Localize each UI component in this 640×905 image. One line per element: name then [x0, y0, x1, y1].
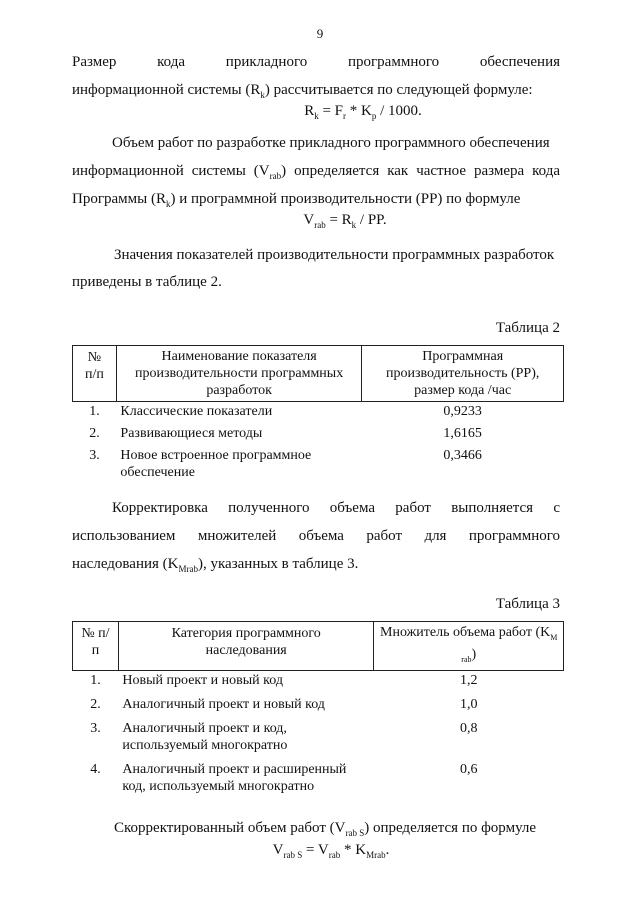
word: прикладного — [225, 54, 308, 70]
text: R — [304, 103, 315, 119]
row-number: 4. — [90, 761, 101, 777]
word: программного — [348, 54, 440, 70]
row-name: Новый проект и новый код — [122, 672, 283, 688]
subscript: rab — [269, 171, 282, 181]
table-3-caption: Таблица 3 — [495, 596, 560, 612]
text: * K — [346, 103, 372, 119]
row-number: 2. — [89, 426, 100, 441]
text: ) и программной производительности (PP) по формуле — [170, 191, 521, 207]
row-value: 1,0 — [459, 696, 478, 712]
row-value: 0,9233 — [443, 404, 482, 419]
subscript: rab S — [283, 850, 303, 860]
table-row — [73, 421, 564, 443]
row-number: 1. — [89, 404, 100, 419]
table-row — [73, 402, 564, 422]
paragraph-4-line-3 — [72, 549, 560, 584]
word: работ — [395, 500, 431, 516]
text: / PP. — [356, 212, 387, 228]
word: с — [553, 500, 560, 516]
subscript: p — [371, 111, 377, 121]
table-header-row — [73, 346, 564, 402]
paragraph-4-line-1 — [112, 493, 560, 523]
row-name: Развивающиеся методы — [120, 426, 263, 441]
subscript: Mrab — [366, 850, 386, 860]
row-value: 1,2 — [459, 672, 478, 688]
row-name: Аналогичный проект и расширенный код, используемый многократно — [122, 761, 347, 794]
row-number: 1. — [90, 672, 101, 688]
row-name: Новое встроенное программное обеспечение — [120, 448, 312, 480]
text: ) определяется по формуле — [364, 820, 537, 836]
text: = V — [302, 842, 329, 858]
word: программного — [468, 528, 561, 544]
table-3 — [72, 621, 564, 796]
header-cell: № п/п — [73, 622, 119, 671]
row-number: 2. — [90, 696, 101, 712]
paragraph-3-line-2: приведены в таблице 2. — [72, 274, 222, 290]
word: множителей — [197, 528, 277, 544]
formula-vrab-s — [72, 842, 560, 860]
text: ) определяется как частное размера кода — [281, 163, 560, 179]
header-cell: № п/п — [73, 346, 117, 402]
table-row — [73, 714, 564, 755]
row-name: Аналогичный проект и новый код — [122, 696, 325, 712]
table-row — [73, 690, 564, 714]
header-cell: Программная производительность (PP), размер кода /час — [362, 346, 564, 402]
formula-rk — [72, 103, 560, 121]
text: * K — [340, 842, 367, 858]
word: выполняется — [451, 500, 534, 516]
text: информационной системы (R — [72, 82, 261, 98]
row-name: Классические показатели — [120, 404, 273, 419]
paragraph-2-line-1: Объем работ по разработке прикладного программного обеспечения — [112, 135, 550, 151]
row-value: 0,6 — [459, 761, 478, 777]
subscript: r — [343, 111, 347, 121]
text: V — [272, 842, 284, 858]
table-2 — [72, 345, 564, 482]
text: Программы (R — [72, 191, 166, 207]
table-2-caption: Таблица 2 — [495, 320, 560, 336]
word: Корректировка — [112, 500, 208, 516]
subscript: k — [351, 220, 357, 230]
header-cell — [374, 622, 564, 671]
text: ) — [471, 646, 477, 662]
subscript: k — [314, 111, 319, 121]
subscript: k — [260, 90, 265, 100]
word: обеспечения — [479, 54, 560, 70]
row-number: 3. — [90, 720, 101, 736]
row-value: 1,6165 — [443, 426, 482, 441]
word: работ — [366, 528, 403, 544]
text: информационной системы (V — [72, 163, 270, 179]
row-value: 0,3466 — [443, 448, 482, 463]
subscript: rab S — [345, 828, 365, 838]
page-number: 9 — [316, 26, 324, 41]
paragraph-3-line-1: Значения показателей производительности программных разработок — [114, 247, 555, 263]
text: / 1000. — [376, 103, 422, 119]
row-number: 3. — [89, 448, 100, 463]
row-value: 0,8 — [459, 720, 478, 736]
text: ) рассчитывается по следующей формуле: — [264, 82, 533, 98]
table-row — [73, 755, 564, 796]
formula-vrab — [72, 212, 560, 230]
subscript: rab — [314, 220, 326, 230]
word: Размер — [72, 54, 117, 70]
header-cell: Категория программного наследования — [118, 622, 374, 671]
text: V — [303, 212, 315, 228]
table-row — [73, 443, 564, 482]
subscript: k — [165, 199, 171, 209]
word: для — [424, 528, 447, 544]
table-header-row — [73, 622, 564, 671]
word: объема — [329, 500, 376, 516]
word: использованием — [72, 528, 176, 544]
subscript: Mrab — [178, 564, 198, 574]
text: Скорректированный объем работ (V — [114, 820, 346, 836]
table-row — [73, 670, 564, 690]
subscript: M rab — [461, 632, 558, 664]
text: = R — [325, 212, 352, 228]
word: кода — [157, 54, 186, 70]
paragraph-4-line-2 — [72, 521, 560, 551]
text: . — [385, 842, 390, 858]
word: полученного — [228, 500, 310, 516]
word: объема — [298, 528, 344, 544]
header-cell: Наименование показателя производительности программных разработок — [116, 346, 361, 402]
text: Множитель объема работ (K — [380, 625, 551, 640]
paragraph-1-line-1 — [72, 47, 560, 77]
text: наследования (K — [72, 556, 179, 572]
text: ), указанных в таблице 3. — [198, 556, 359, 572]
row-name: Аналогичный проект и код, используемый многократно — [122, 720, 288, 753]
subscript: rab — [328, 850, 341, 860]
text: = F — [318, 103, 344, 119]
